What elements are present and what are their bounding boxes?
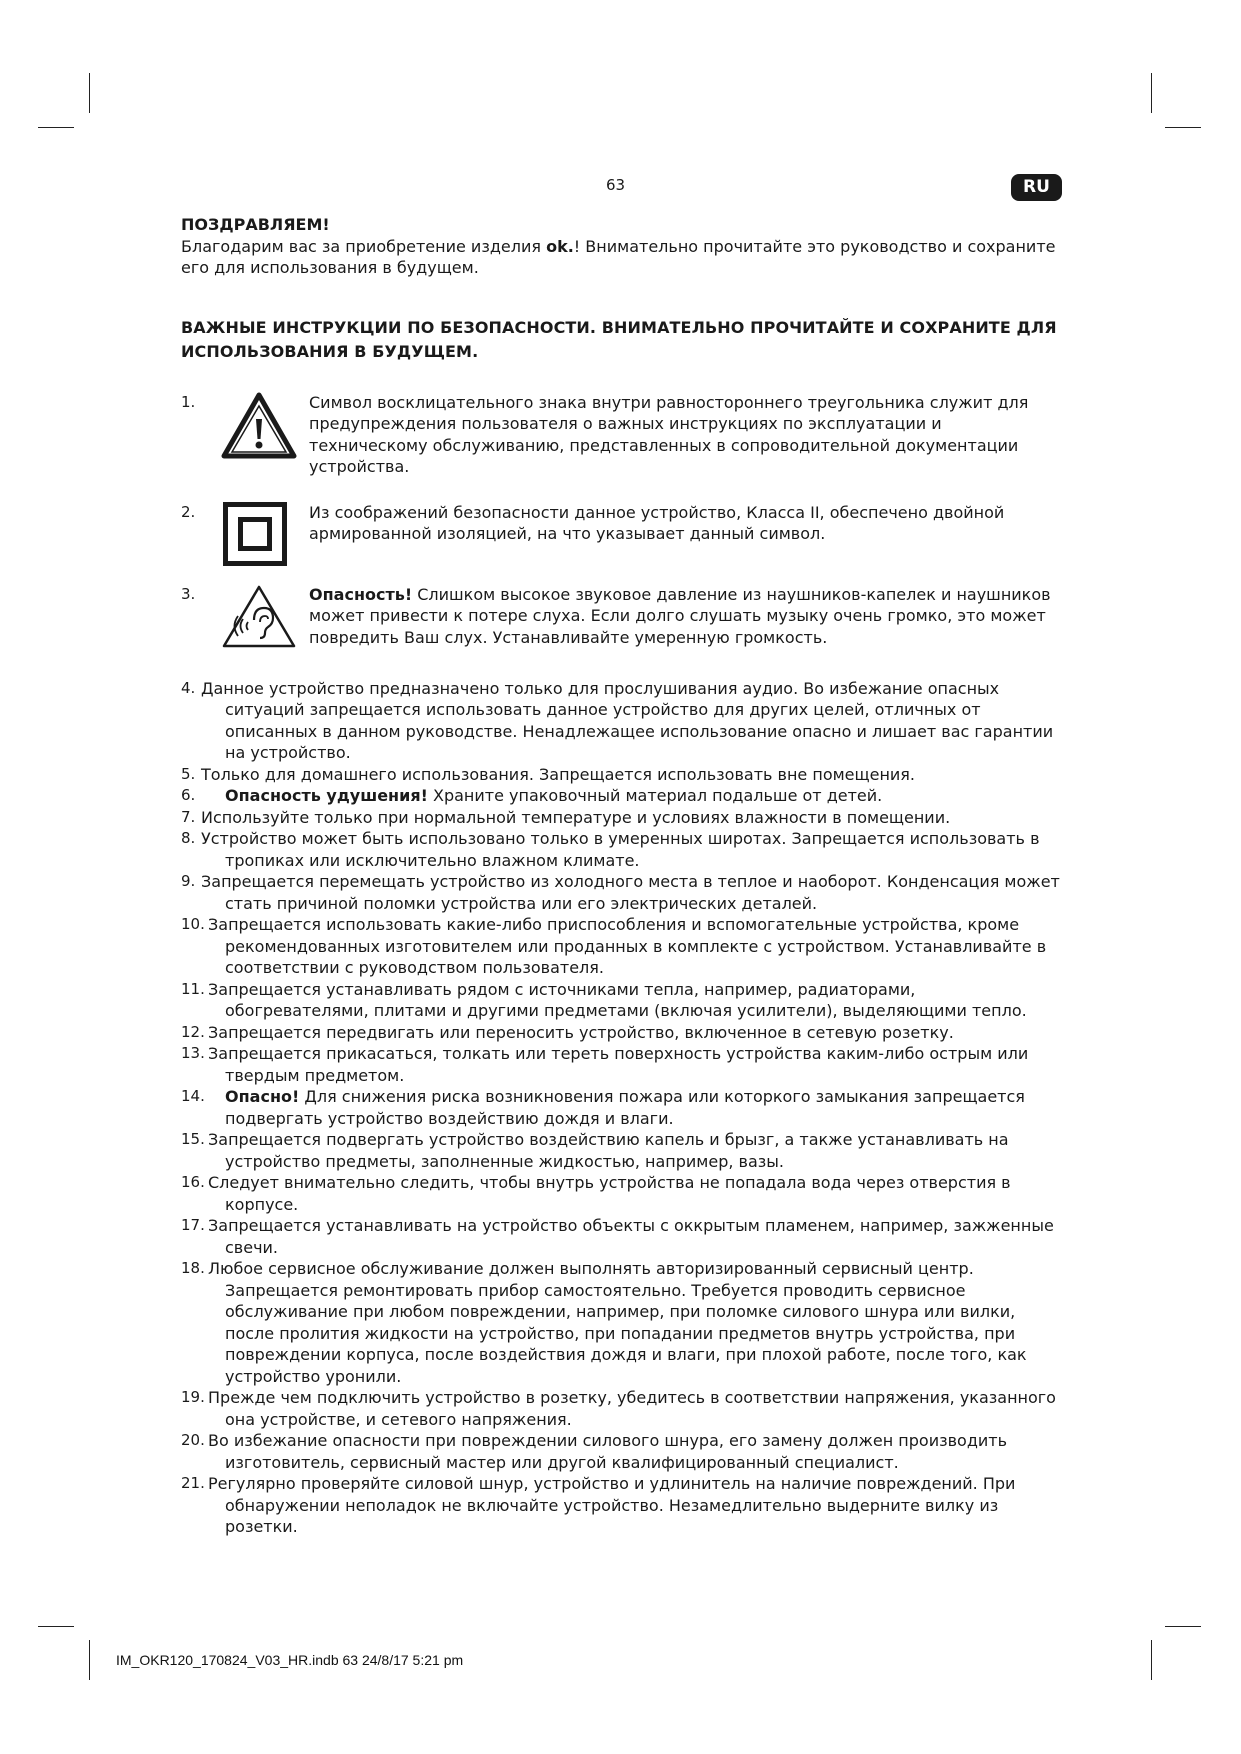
crop-mark — [38, 1626, 74, 1627]
symbol-item — [181, 392, 1061, 478]
list-item-text: Прежде чем подключить устройство в розетку, убедитесь в соответствии напряжения, указанного она устройстве, и сетевого напряжения. — [208, 1388, 1056, 1429]
item-number: 5. — [181, 764, 196, 783]
item-number: 1. — [181, 392, 196, 411]
list-item-text: Используйте только при нормальной температуре и условиях влажности в помещении. — [201, 807, 951, 827]
list-item — [181, 1387, 1061, 1430]
list-item-text: Запрещается прикасаться, толкать или тереть поверхность устройства каким-либо острым или твердым предметом. — [208, 1044, 1029, 1085]
list-item-text: Любое сервисное обслуживание должен выполнять авторизированный сервисный центр. Запрещается ремонтировать прибор самостоятельно. Требуется проводить сервисное обслуживание при любом повреждении, например, при поломке силового шнура или вилки, после пролития жидкости на устройство, при попадании предметов внутрь устройства, при повреждении корпуса, после воздействия дождя и влаги, при плохой работе, после того, как устройство уронили. — [208, 1259, 1027, 1386]
symbol-item-text — [309, 584, 1061, 649]
language-badge: RU — [1011, 174, 1062, 201]
symbol-item-text: Символ восклицательного знака внутри равностороннего треугольника служит для предупреждения пользователя о важных инструкциях по эксплуатации и техническому обслуживанию, представленных в сопроводительной документации устройства. — [309, 392, 1029, 476]
item-number: 6. — [181, 786, 196, 804]
list-item-text: Только для домашнего использования. Запрещается использовать вне помещения. — [201, 764, 916, 784]
crop-mark — [38, 127, 74, 128]
crop-mark — [1165, 1626, 1201, 1627]
list-item — [181, 807, 1061, 829]
symbol-item — [181, 502, 1061, 570]
instruction-list — [181, 678, 1061, 1538]
list-item — [181, 1043, 1061, 1086]
item-number: 13. — [181, 1044, 205, 1062]
item-number: 7. — [181, 807, 196, 826]
list-item — [181, 1086, 1061, 1129]
list-item-text: Устройство может быть использовано только в умеренных широтах. Запрещается использовать в тропиках или исключительно влажном климате. — [201, 829, 1040, 870]
list-item — [181, 1430, 1061, 1473]
crop-mark — [1151, 73, 1152, 113]
crop-mark — [1151, 1640, 1152, 1680]
item-number: 18. — [181, 1259, 205, 1277]
warning-label: Опасность удушения! — [225, 786, 428, 805]
list-item — [181, 828, 1061, 871]
list-item — [181, 678, 1061, 764]
print-slug: IM_OKR120_170824_V03_HR.indb 63 24/8/17 5:21 pm — [116, 1652, 464, 1668]
list-item-text: Запрещается подвергать устройство воздействию капель и брызг, а также устанавливать на устройство предметы, заполненные жидкостью, например, вазы. — [208, 1130, 1009, 1171]
brand-name: ok. — [546, 236, 574, 256]
list-item-text: Следует внимательно следить, чтобы внутрь устройства не попадала вода через отверстия в корпусе. — [208, 1173, 1011, 1214]
intro-text-part: ! Внимательно прочитайте это руководство и сохраните его для использования в будущем. — [181, 236, 1056, 277]
hearing-damage-icon — [221, 584, 297, 656]
list-item — [181, 1215, 1061, 1258]
item-number: 12. — [181, 1022, 205, 1041]
item-number: 11. — [181, 979, 205, 998]
item-number: 17. — [181, 1216, 205, 1234]
list-item-text: Запрещается перемещать устройство из холодного места в теплое и наоборот. Конденсация может стать причиной поломки устройства или его электрических деталей. — [201, 872, 1060, 913]
list-item-text: Запрещается использовать какие-либо приспособления и вспомогательные устройства, кроме рекомендованных изготовителем или проданных в комплекте с устройством. Устанавливайте в соответствии с руководством пользователя. — [208, 915, 1047, 977]
page-number: 63 — [606, 176, 626, 194]
item-number: 4. — [181, 678, 196, 697]
item-number: 8. — [181, 829, 196, 847]
list-item — [181, 871, 1061, 914]
warning-label: Опасность! — [309, 584, 413, 604]
list-item — [181, 914, 1061, 979]
item-number: 14. — [181, 1087, 205, 1105]
list-item-text: Запрещается передвигать или переносить устройство, включенное в сетевую розетку. — [208, 1022, 954, 1042]
list-item — [181, 1258, 1061, 1387]
crop-mark — [89, 73, 90, 113]
symbol-item-body: Слишком высокое звуковое давление из наушников-капелек и наушников может привести к потере слуха. Если долго слушать музыку очень громко, это может повредить Ваш слух. Устанавливайте умеренную громкость. — [309, 584, 1051, 647]
list-item-text: Во избежание опасности при повреждении силового шнура, его замену должен производить изготовитель, сервисный мастер или другой квалифицированный специалист. — [208, 1431, 1008, 1472]
item-number: 10. — [181, 915, 205, 933]
intro-text — [181, 236, 1061, 279]
item-number: 20. — [181, 1431, 205, 1449]
list-item — [181, 1022, 1061, 1044]
page-content — [181, 214, 1061, 1538]
list-item-text: Регулярно проверяйте силовой шнур, устройство и удлинитель на наличие повреждений. При обнаружении неполадок не включайте устройство. Незамедлительно выдерните вилку из розетки. — [208, 1474, 1016, 1536]
item-number: 3. — [181, 584, 196, 603]
item-number: 19. — [181, 1388, 205, 1406]
warning-triangle-icon — [221, 392, 297, 466]
item-number: 21. — [181, 1474, 205, 1492]
warning-label: Опасно! — [225, 1087, 300, 1106]
intro-heading: ПОЗДРАВЛЯЕМ! — [181, 215, 330, 234]
item-number: 16. — [181, 1173, 205, 1191]
item-number: 9. — [181, 872, 196, 890]
list-item-text: Запрещается устанавливать на устройство объекты с оккрытым пламенем, например, зажженные свечи. — [208, 1216, 1054, 1257]
list-item — [181, 1473, 1061, 1538]
symbol-item-text: Из соображений безопасности данное устройство, Класса II, обеспечено двойной армированной изоляцией, на что указывает данный символ. — [309, 502, 1005, 543]
intro-text-part: Благодарим вас за приобретение изделия — [181, 236, 547, 256]
list-item — [181, 764, 1061, 786]
double-insulation-icon — [223, 502, 287, 572]
list-item — [181, 785, 1061, 807]
item-number: 15. — [181, 1130, 205, 1148]
list-item-text: Данное устройство предназначено только для прослушивания аудио. Во избежание опасных ситуаций запрещается использовать данное устройство для других целей, отличных от описанных в данном руководстве. Ненадлежащее использование опасно и лишает вас гарантии на устройство. — [201, 678, 1054, 762]
list-item-text: Запрещается устанавливать рядом с источниками тепла, например, радиаторами, обогревателями, плитами и другими предметами (включая усилители), выделяющими тепло. — [208, 979, 1027, 1020]
list-item — [181, 1172, 1061, 1215]
crop-mark — [89, 1640, 90, 1680]
safety-heading: ВАЖНЫЕ ИНСТРУКЦИИ ПО БЕЗОПАСНОСТИ. ВНИМАТЕЛЬНО ПРОЧИТАЙТЕ И СОХРАНИТЕ ДЛЯ ИСПОЛЬЗОВАНИЯ В БУДУЩЕМ. — [181, 317, 1057, 361]
item-number: 2. — [181, 502, 196, 521]
list-item — [181, 979, 1061, 1022]
crop-mark — [1165, 127, 1201, 128]
symbol-item — [181, 584, 1061, 652]
list-item-text: Храните упаковочный материал подальше от детей. — [427, 786, 883, 805]
list-item — [181, 1129, 1061, 1172]
list-item-text: Для снижения риска возникновения пожара или которкого замыкания запрещается подвергать устройство воздействию дождя и влаги. — [225, 1087, 1025, 1128]
